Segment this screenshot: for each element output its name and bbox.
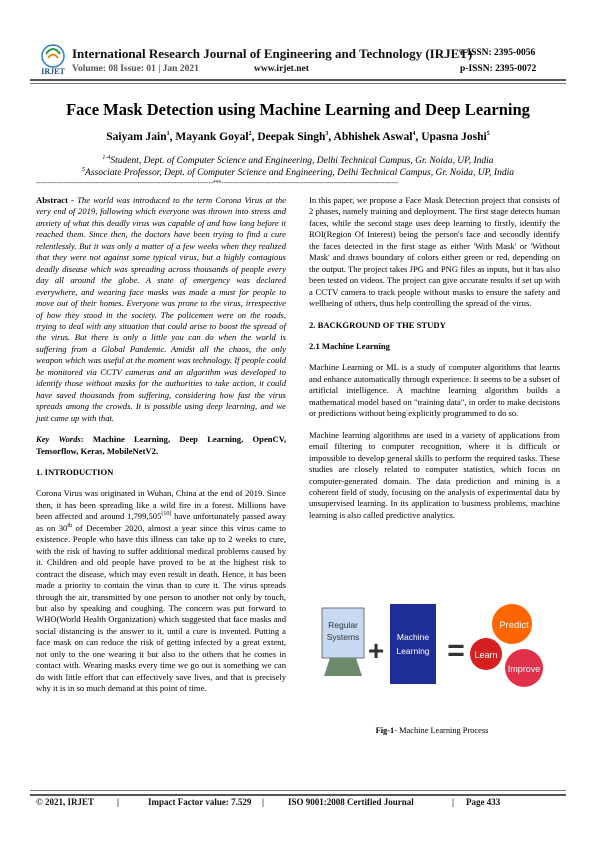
eissn: e-ISSN: 2395-0056 [460,48,536,58]
ml-paragraph-2: Machine learning algorithms are used in a variety of applications from email filtering to computer recognition, where it is difficult or impossible to develop general skills to perform the required tasks. These studies are closely related to computer statistics, which focus on computer-generated domain. The data prediction and mining is a coherent field of study, focusing on the analysis of experimental data by unsupervised learning. In its application to business problems, machine learning is also called predictive analytics. [309,429,560,520]
machine-learning-label-1: Machine [396,632,430,642]
improve-label: Improve [507,664,541,674]
footer-copyright: © 2021, IRJET [36,797,94,807]
journal-website[interactable]: www.irjet.net [254,64,309,74]
predict-label: Predict [499,620,529,631]
footer-separator: | [117,797,119,807]
journal-name: International Research Journal of Engineering and Technology (IRJET) [72,46,473,61]
footer-divider-thin [30,790,566,791]
author-list: Saiyam Jain$^1$, Mayank Goyal$^2$, Deepak Singh$^3$, Abhishek Aswal$^4$, Upasna Joshi$^5$ [106,131,490,143]
pissn: p-ISSN: 2395-0072 [460,64,537,74]
header-divider [30,79,566,81]
footer-divider [30,794,566,796]
abstract: Abstract - The world was introduced to the term Corona Virus at the very end of 2019, following which everyone was thrown into stress and anxiety of what this deadly virus was capable of and how long before it reached them. Since then, the doctors have been trying to find a cure relentlessly. But it was only a matter of a few weeks when they realized that they were not against some typical virus, but a highly contagious deadly disease which was spreading across thousands of people every day all around the globe. A state of emergency was declared everywhere, and wearing face masks was made a must for people to move out of their homes. Everyone was prone to the virus, irrespective of how they stood in the society. The policemen were on the roads, trying to deal with any situation that could arise to boost the spread of the virus. But there is only a little you can do when the world is suffering from a Global Pandemic. Amidst all the chaos, the only weapon which was useful at the moment was technology. If people could be monitored via CCTV cameras and an algorithm was developed to identify those without masks for the authorities to take action, it could have saved thousands from suffering, considering how fast the virus spreads among the crowds. It is possible using deep learning, and we just came up with that. [36,195,286,423]
author: Upasna Joshi [421,131,487,143]
keywords: Key Words: Machine Learning, Deep Learning, OpenCV, Tensorflow, Keras, MobileNetV2. [36,434,286,456]
figure-caption: Fig-1- Machine Learning Process [375,726,489,735]
header-divider-thin [30,83,566,84]
regular-systems-label-2: Systems [326,632,360,642]
background-heading: 2. BACKGROUND OF THE STUDY [309,319,446,330]
author: Deepak Singh [257,131,326,143]
intro-continued: In this paper, we propose a Face Mask Detection project that consists of 2 phases, namely training and deployment. The first stage detects human faces, while the second stage uses deep learning to firstly, identify the ROI(Region Of Interest) being the person's face and secondly identify the faces detected in the first stage as either 'With Mask' or 'Without Mask' and draws boundary of colors either green or red, depending on the output. The project takes JPG and PNG files as inputs, but it has also been tested on videos. The project can give accurate results if set up with a CCTV camera to track people without masks to ensure the safety and wellbeing of others, thus help controlling the spread of the virus. [309,195,560,309]
machine-learning-label-2: Learning [396,646,430,656]
right-column [309,195,560,531]
machine-learning-box [390,604,436,684]
author: Mayank Goyal [175,131,249,143]
logo-text: IRJET [41,67,65,76]
footer-separator: | [262,797,264,807]
intro-paragraph: Corona Virus was originated in Wuhan, China at the end of 2019. Since then, it has been spreading like a wild fire in a forest. Millions have been affected and around 1,799,505[10] have unfortunately passed away as on 30th of December 2020, almost a year since this virus came to existence. People who have this illness can take up to 2 weeks to cure, with the risk of having to suffer additional medical problems caused by it. Children and old people have proved to be at the highest risk to contract the disease, which may even result in death. Hence, it has been made a priority to contain the virus than to cure it. The virus spreads through the air, transmitted by one person to another not only by touch, but also by speaking and coughing. The concern was put forward to WHO(World Health Organization) which suggested that face masks and social distancing is the answer to it, until a cure is invented. Putting a face mask on can reduce the risk of getting infected by a great extent, not only to the one wearing it but also to the others that he comes in contact with. Wearing masks every time we go out is something we can do with little effort that can effectively save lives, and that is precisely why it is in so much demand at this point of time. [36,488,286,694]
footer-page: Page 433 [466,797,501,807]
footer-iso: ISO 9001:2008 Certified Journal [288,797,414,807]
volume-issue: Volume: 08 Issue: 01 | Jan 2021 [72,64,199,74]
machine-learning-figure [316,602,548,714]
affiliation-professor: $^5$Associate Professor, Dept. of Computer Science and Engineering, Delhi Technical Campus, Gr. Noida, UP, India [82,166,514,178]
footer-separator: | [452,797,454,807]
systems-base-shape [324,658,362,676]
left-column [36,195,286,705]
ml-subheading: 2.1 Machine Learning [309,340,390,351]
plus-sign: + [367,635,385,666]
ml-paragraph-1: Machine Learning or ML is a study of computer algorithms that learns and enhance automatically through experience. It seems to be a subset of artificial intelligence. A machine learning algorithm builds a mathematical model based on "training data", in order to make decisions or predictions without being explicitly programmed to do so. [309,362,560,419]
irjet-logo [36,42,70,76]
section-separator: -----------------------------------------------------------------------------***----------------------------------------------------------------------------- [36,178,398,187]
author: Abhishek Aswal [333,131,413,143]
regular-systems-label-1: Regular [328,620,358,630]
affiliation-students: $^{1-4}$Student, Dept. of Computer Science and Engineering, Delhi Technical Campus, Gr. Noida, UP, India [102,154,494,166]
footer-impact: Impact Factor value: 7.529 [148,797,252,807]
learn-label: Learn [474,650,498,660]
equals-sign: = [447,634,465,667]
author: Saiyam Jain [106,131,167,143]
paper-title: Face Mask Detection using Machine Learning and Deep Learning [66,100,530,119]
intro-heading: 1. INTRODUCTION [36,466,114,477]
